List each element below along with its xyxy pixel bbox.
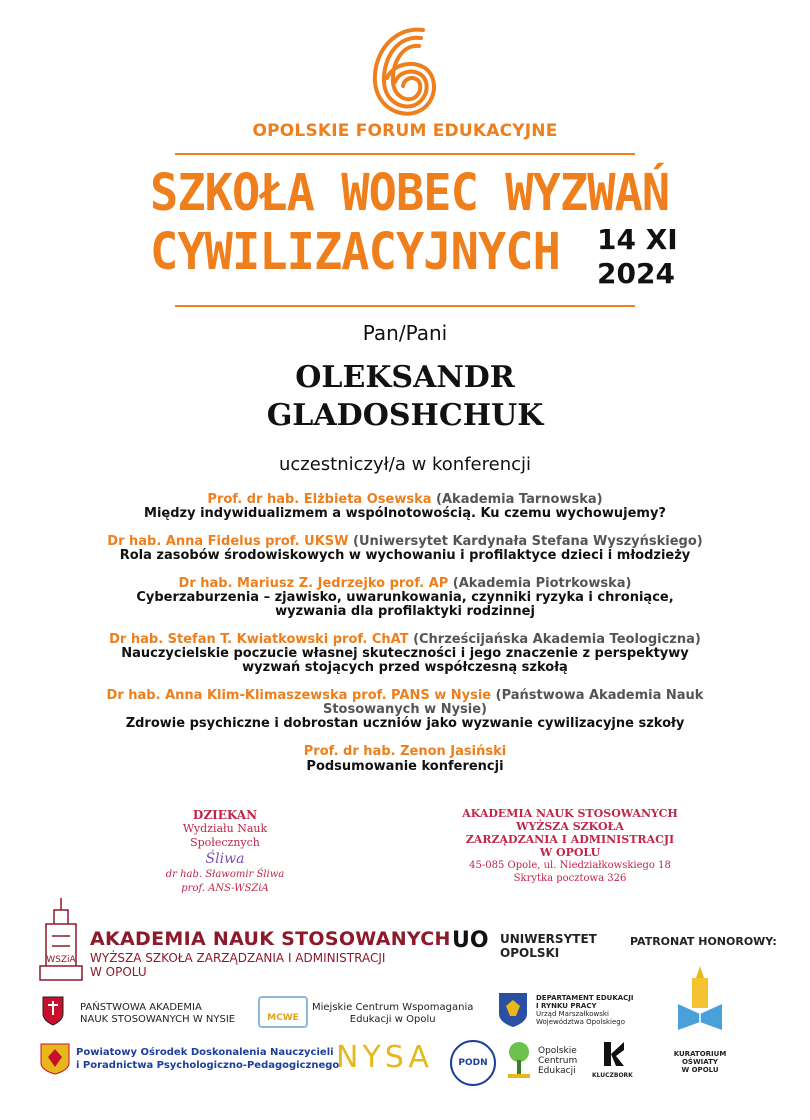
talk-title-cont: wyzwania dla profilaktyki rodzinnej <box>275 604 535 619</box>
speaker-3 <box>0 576 810 591</box>
dep-line: DEPARTAMENT EDUKACJI <box>536 994 634 1002</box>
kur-line: KURATORIUM <box>673 1050 727 1058</box>
kluczbork-logo-icon <box>600 1040 628 1068</box>
mcwe-logo-icon <box>258 996 308 1028</box>
speaker-6 <box>0 744 810 759</box>
pod-line: i Poradnictwa Psychologiczno-Pedagogicznego <box>76 1060 340 1071</box>
dep-line: I RYNKU PRACY <box>536 1002 597 1010</box>
speaker-name: Prof. dr hab. Zenon Jasiński <box>303 744 507 759</box>
nysa-logo-icon: NYSA <box>336 1040 433 1075</box>
ans-subtitle <box>90 951 385 979</box>
ans-sub-line: W OPOLU <box>90 965 147 979</box>
stamp-line: AKADEMIA NAUK STOSOWANYCH <box>462 807 678 820</box>
dean-name: dr hab. Sławomir Śliwa <box>165 869 285 880</box>
speaker-name: Dr hab. Anna Fidelus prof. UKSW <box>107 534 349 549</box>
participation-text: uczestniczył/a w konferencji <box>278 454 532 475</box>
podn-opole-name <box>76 1046 339 1072</box>
ans-sub-line: WYŻSZA SZKOŁA ZARZĄDZANIA I ADMINISTRACJI <box>90 951 386 965</box>
oce-line: Edukacji <box>538 1066 576 1076</box>
oce-line: Centrum <box>538 1056 578 1066</box>
speaker-name: Dr hab. Anna Klim-Klimaszewska prof. PANS w Nysie <box>106 688 492 703</box>
uo-logo-icon: UO <box>452 928 489 953</box>
dean-title: DZIEKAN <box>192 808 258 822</box>
oce-name <box>538 1046 577 1076</box>
speaker-affiliation: (Chrześcijańska Akademia Teologiczna) <box>413 632 701 647</box>
divider-bottom <box>175 305 635 307</box>
ans-title: AKADEMIA NAUK STOSOWANYCH <box>90 928 451 950</box>
talk-title: Zdrowie psychiczne i dobrostan uczniów jako wyzwanie cywilizacyjne szkoły <box>125 716 685 731</box>
kluczbork-name: KLUCZBORK <box>592 1072 633 1079</box>
talk-title: Rola zasobów środowiskowych w wychowaniu i profilaktyce dzieci i młodzieży <box>119 548 691 563</box>
speaker-affiliation: (Akademia Tarnowska) <box>436 492 603 507</box>
talk-title: Nauczycielskie poczucie własnej skuteczności i jego znaczenie z perspektywy <box>121 646 689 661</box>
talk-title-cont: wyzwań stojących przed współczesną szkołą <box>242 660 568 675</box>
mcwe-line: Miejskie Centrum Wspomagania <box>312 1002 474 1013</box>
conference-title-line2: CYWILIZACYJNYCH <box>150 223 560 282</box>
dean-faculty: Wydziału Nauk Społecznych <box>182 822 268 849</box>
speaker-affiliation: (Akademia Piotrkowska) <box>452 576 632 591</box>
pans-line: NAUK STOSOWANYCH W NYSIE <box>80 1014 236 1025</box>
conference-title-line1: SZKOŁA WOBEC WYZWAŃ <box>150 164 670 223</box>
speaker-5 <box>0 688 810 703</box>
speaker-2 <box>0 534 810 549</box>
svg-text:WSZiA: WSZiA <box>46 955 76 965</box>
uo-line: OPOLSKI <box>500 946 560 960</box>
podn-mark: PODN <box>458 1058 488 1068</box>
institution-stamp <box>440 807 700 885</box>
salutation: Pan/Pani <box>362 321 448 345</box>
powiat-crest-icon <box>40 1043 70 1075</box>
mcwe-line: Edukacji w Opolu <box>349 1014 436 1025</box>
speaker-name: Dr hab. Mariusz Z. Jedrzejko prof. AP <box>178 576 449 591</box>
ans-wszia-logo-icon <box>38 896 84 982</box>
speaker-affiliation-cont: Stosowanych w Nysie) <box>322 702 488 717</box>
pod-line: Powiatowy Ośrodek Doskonalenia Nauczycieli <box>76 1047 334 1058</box>
forum-name: OPOLSKIE FORUM EDUKACYJNE <box>252 121 558 141</box>
department-name <box>536 994 634 1026</box>
uo-name <box>500 932 597 960</box>
dean-signature-block <box>150 808 300 896</box>
divider-top <box>175 153 635 155</box>
talk-title: Między indywidualizmem a wspólnotowością. Ku czemu wychowujemy? <box>144 506 666 521</box>
speaker-affiliation: (Państwowa Akademia Nauk <box>495 688 704 703</box>
conference-date-day: 14 XI <box>597 223 678 256</box>
kuratorium-logo-icon <box>672 964 728 1034</box>
oce-line: Opolskie <box>538 1046 577 1056</box>
opole-voivodeship-crest-icon <box>498 992 528 1028</box>
talk-title: Cyberzaburzenia – zjawisko, uwarunkowania, czynniki ryzyka i chroniące, <box>136 590 674 605</box>
stamp-postbox: Skrytka pocztowa 326 <box>513 873 627 884</box>
oce-tree-icon <box>504 1040 534 1080</box>
forum-six-logo-icon <box>365 22 445 122</box>
stamp-line: ZARZĄDZANIA I ADMINISTRACJI <box>465 833 675 846</box>
patronage-label: PATRONAT HONOROWY: <box>630 935 777 948</box>
conference-date-year: 2024 <box>597 257 675 290</box>
recipient-last-name: GLADOSHCHUK <box>266 398 544 433</box>
recipient-first-name: OLEKSANDR <box>295 360 515 395</box>
podn-logo-icon <box>450 1040 496 1086</box>
stamp-line: WYŻSZA SZKOŁA <box>516 820 624 833</box>
mcwe-mark: MCWE <box>267 1013 299 1023</box>
speaker-4 <box>0 632 810 647</box>
speaker-name: Prof. dr hab. Elżbieta Osewska <box>207 492 432 507</box>
speaker-affiliation: (Uniwersytet Kardynała Stefana Wyszyńskiego) <box>353 534 703 549</box>
dean-handwritten-signature: Śliwa <box>205 851 245 867</box>
mcwe-name <box>312 1002 473 1026</box>
speaker-name: Dr hab. Stefan T. Kwiatkowski prof. ChAT <box>109 632 409 647</box>
speaker-5-affiliation-cont <box>0 702 810 717</box>
pans-line: PAŃSTWOWA AKADEMIA <box>80 1002 202 1013</box>
kur-line: W OPOLU <box>681 1066 719 1074</box>
uo-line: UNIWERSYTET <box>500 932 597 946</box>
talk-title: Podsumowanie konferencji <box>306 759 504 774</box>
kuratorium-name <box>670 1050 730 1074</box>
kur-line: OŚWIATY <box>681 1058 719 1066</box>
stamp-address: 45-085 Opole, ul. Niedziałkowskiego 18 <box>469 860 671 871</box>
pans-crest-icon <box>42 996 64 1026</box>
pans-name <box>80 1002 235 1026</box>
dean-role: prof. ANS-WSZiA <box>181 883 269 894</box>
dep-line: Województwa Opolskiego <box>536 1018 626 1026</box>
stamp-line: W OPOLU <box>539 846 601 859</box>
dep-line: Urząd Marszałkowski <box>536 1010 609 1018</box>
speaker-1 <box>0 492 810 507</box>
